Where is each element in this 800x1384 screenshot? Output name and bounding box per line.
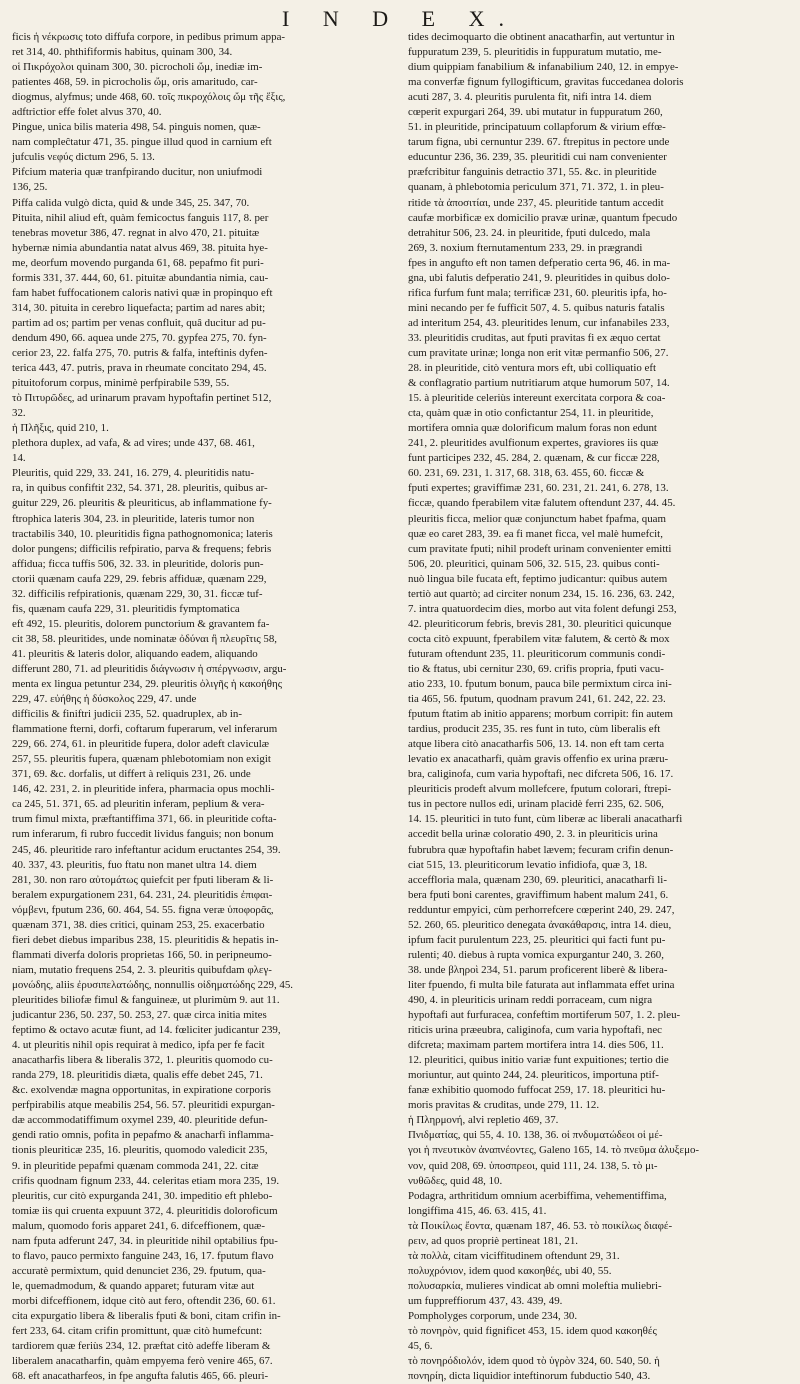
- index-line: νον, quid 208, 69. ὑποσπρεοι, quid 111, 24. 138, 5. τὸ μι-: [408, 1159, 658, 1172]
- index-line: tarum figna, ubi cernuntur 239. 67. ftrepitus in pectore unde: [408, 136, 670, 149]
- index-line: τὸ Πιτυρῶδες, ad urinarum pravam hypoftafin pertinet 512,: [12, 392, 272, 405]
- index-line: τὰ Ποικίλως ἔοντα, quænam 187, 46. 53. τὸ ποικίλως διαφέ-: [408, 1219, 673, 1232]
- index-line: dolor pungens; difficilis refpiratio, parva & frequens; febris: [12, 542, 272, 555]
- index-line: me, deorfum movendo purganda 61, 68. pepafmo fit puri-: [12, 256, 264, 269]
- index-line: ra, in quibus confiftit 232, 54. 371, 28. pleuritis, quibus ar-: [12, 482, 268, 495]
- index-line: πολυχρόνιον, idem quod κακοηθές, ubi 40, 55.: [408, 1264, 612, 1277]
- index-line: tertiò aut quartò; ad circiter nonum 234, 15. 16. 236, 63. 242,: [408, 587, 675, 600]
- index-line: ca 245, 51. 371, 65. ad pleuritin inferam, peplium & vera-: [12, 798, 265, 811]
- index-line: fieri debet diebus imparibus 238, 15. pleuritidis & hepatis in-: [12, 933, 279, 946]
- index-line: funt participes 232, 45. 284, 2. quænam, & cur ficcæ 228,: [408, 452, 660, 465]
- index-line: tractabilis 340, 10. pleuritidis figna pathognomonica; lateris: [12, 527, 273, 540]
- index-line: tionis pleuriticæ 235, 16. pleuritis, quomodo valedicit 235,: [12, 1144, 268, 1157]
- index-line: caufæ morbificæ ex domicilio pravæ urinæ, quantum fpecudo: [408, 211, 678, 224]
- index-line: pleuritides biliofæ fimul & fanguineæ, ut plurimùm 9. aut 11.: [12, 994, 280, 1006]
- index-line: beralem expurgationem 231, 64. 231, 24. pleuritidis ἐπιφαι-: [12, 888, 273, 901]
- index-line: bra, caliginofa, cum varia hypoftafi, nec difcreta 506, 16. 17.: [408, 768, 674, 781]
- index-line: perfpirabilis atque meabilis 254, 56. 57. pleuritidi expurgan-: [12, 1099, 275, 1112]
- index-line: 38. unde βληροὶ 234, 51. parum proficerent liberè & libera-: [408, 963, 668, 976]
- index-line: terica 443, 47. putris, prava in rheumate concitato 294, 45.: [12, 362, 267, 375]
- index-line: ipfum facit purulentum 223, 25. pleuritici qui facti funt pu-: [408, 933, 666, 946]
- index-line: difficilis & finiftri judicii 235, 52. quadruplex, ab in-: [12, 708, 242, 721]
- index-line: formis 331, 37. 444, 60, 61. pituitæ abundantia nimia, cau-: [12, 271, 269, 284]
- index-line: riticis urina præeubra, caliginofa, cum varia hypoftafi, nec: [408, 1024, 663, 1037]
- index-line: rifica furfum funt mala; terrificæ 231, 60. pleuritis ipfa, ho-: [408, 286, 667, 299]
- index-line: ρειν, ad quos propriè pertineat 181, 21.: [408, 1234, 578, 1247]
- index-line: 241, 2. pleuritides avulfionum expertes, graviores iis quæ: [408, 437, 659, 450]
- index-line: ctorii quænam caufa 229, 29. febris affiduæ, quænam 229,: [12, 572, 267, 585]
- index-line: eft 492, 15. pleuritis, dolorem punctorium & gravantem fa-: [12, 617, 270, 630]
- index-line: 45, 6.: [408, 1340, 433, 1353]
- index-line: præfcribitur fanguinis detractio 371, 55. &c. in pleuritide: [408, 166, 657, 179]
- index-line: 15. à pleuritide celeriùs intereunt exercitata corpora & coa-: [408, 392, 666, 405]
- index-line: randa 279, 18. pleuritidis diæta, qualis effe debet 245, 71.: [12, 1069, 263, 1082]
- index-line: hypoftafi aut furfuracea, confeftim mortiferum 507, 1. 2. pleu-: [408, 1009, 681, 1022]
- index-line: 52. 260, 65. pleuritico denegata ἀνακάθαρσις, intra 14. dieu,: [408, 918, 672, 931]
- index-line: 490, 4. in pleuriticis urinam reddi porraceam, cum nigra: [408, 994, 653, 1006]
- index-line: γοι ἡ πνευτικὸν ἀναπνέοντες, Galeno 165, 14. τὸ πνεῦμα ἀλυξεμο-: [408, 1144, 700, 1157]
- index-line: gendi ratio omnis, pofita in pepafmo & anacharfi inflamma-: [12, 1129, 274, 1142]
- index-line: ret 314, 40. phthififormis habitus, quinam 300, 34.: [12, 46, 233, 59]
- index-line: pleuritis ficca, melior quæ conjunctum habet fpafma, quam: [408, 512, 666, 525]
- index-line: 229, 66. 274, 61. in pleuritide fupera, dolor adeft claviculæ: [12, 738, 270, 751]
- index-line: 28. in pleuritide, citò ventura mors eft, ubi colliquatio eft: [408, 362, 657, 375]
- index-line: fert 233, 64. citam crifin promittunt, quæ citò humefcunt:: [12, 1325, 263, 1338]
- index-line: gna, ubi falutis defperatio 241, 9. pleuritides in quibus dolo-: [408, 271, 670, 284]
- index-line: 14. 15. pleuritici in tuto funt, cùm liberæ ac liberali anacatharfi: [408, 813, 683, 826]
- index-line: nam fputa adferunt 247, 34. in pleuritide nihil optabilius fpu-: [12, 1234, 278, 1247]
- index-line: tardiorem quæ feriùs 234, 12. præftat citò adeffe liberam &: [12, 1340, 271, 1353]
- index-line: plethora duplex, ad vafa, & ad vires; unde 437, 68. 461,: [12, 437, 255, 450]
- index-line: &c. exolvendæ magna opportunitas, in expiratione corporis: [12, 1084, 271, 1097]
- index-line: 314, 30. pituita in cerebro liquefacta; partim ad nares abit;: [12, 301, 266, 314]
- index-line: fis, quænam caufa 229, 31. pleuritidis fymptomatica: [12, 602, 240, 615]
- index-line: 229, 47. εὐήθης ἡ δύσκολος 229, 47. unde: [12, 693, 197, 706]
- index-line: levatio ex anacatharfi, quàm gravis offenfio ex urina præru-: [408, 753, 669, 766]
- index-line: anacatharfis libera & liberalis 372, 1. pleuritis quomodo cu-: [12, 1054, 273, 1067]
- index-line: cta, quàm quæ in otio confictantur 254, 11. in pleuritide,: [408, 407, 654, 420]
- index-line: Πνιδματίας, qui 55, 4. 10. 138, 36. οἱ πνδυματώδεοι οἱ μέ-: [408, 1129, 663, 1142]
- index-line: partim ad os; partim per venas confluit, quâ ducitur ad pu-: [12, 316, 266, 329]
- index-line: malum, quomodo foris apparet 241, 6. difceffionem, quæ-: [12, 1219, 265, 1232]
- index-line: liter fpuendo, fi multa bile faturata aut inflammata effet urina: [408, 978, 675, 991]
- index-line: μονώδης, aliis ἐρυσιπελατώδης, nonnullis οἰδηματώδης 229, 45.: [12, 978, 294, 991]
- index-line: 42. pleuriticorum febris, brevis 281, 30. pleuritici quicunque: [408, 617, 672, 630]
- index-line: quanam, à phlebotomia periculum 371, 71. 372, 1. in pleu-: [408, 181, 664, 194]
- index-line: τὸ πονηρὸν, quid fignificet 453, 15. idem quod κακοηθές: [408, 1325, 657, 1338]
- index-line: affidua; ficca tuffis 506, 32. 33. in pleuritide, doloris pun-: [12, 557, 264, 570]
- index-line: hybernæ nimia abundantia natat alvus 469, 38. pituita hye-: [12, 241, 268, 254]
- index-line: dium quippiam fanabilium & infanabilium 240, 12. in empye-: [408, 61, 679, 74]
- index-line: 68. eft anacatharfeos, in fpe angufta falutis 465, 66. pleuri-: [12, 1370, 269, 1383]
- index-line: accuratè permixtum, quid denunciet 236, 29. fputum, qua-: [12, 1264, 266, 1277]
- index-line: cocta citò expuunt, fperabilem vitæ falutem, & certò & mox: [408, 632, 670, 645]
- index-line: morbi difceffionem, idque citò aut fero, oftendit 236, 60. 61.: [12, 1294, 276, 1307]
- index-line: ftrophica lateris 304, 23. in pleuritide, lateris tumor non: [12, 512, 255, 525]
- index-line: ritide τὰ ἀποσιτίαι, unde 237, 45. pleuritide tantum accedit: [408, 196, 664, 209]
- index-line: tio & ftatus, ubi cernitur 230, 69. crifis propria, fputi vacu-: [408, 662, 664, 675]
- left-column: [12, 30, 392, 1384]
- index-line: tardius, producit 235, 35. res funt in tuto, cùm liberalis eft: [408, 723, 661, 736]
- index-line: 4. ut pleuritis nihil opis requirat à medico, ipfa per fe facit: [12, 1039, 265, 1052]
- index-line: mortifera omnia quæ dolorificum malum foras non edunt: [408, 422, 657, 435]
- index-line: quænam 371, 38. dies critici, quinam 253, 25. exacerbatio: [12, 918, 265, 931]
- index-line: jufculis νεφύς dictum 296, 5. 13.: [12, 151, 155, 164]
- index-line: atio 233, 10. fputum bonum, pauca bile permixtum circa ini-: [408, 678, 672, 691]
- index-line: longiffima 415, 46. 63. 415, 41.: [408, 1204, 547, 1217]
- index-line: fanæ exhibitio quomodo fuffocat 259, 17. 18. pleuritici hu-: [408, 1084, 666, 1097]
- index-line: cita expurgatio libera & liberalis fputi & boni, citam crifin in-: [12, 1309, 281, 1322]
- index-line: um fuppreffiorum 437, 43. 439, 49.: [408, 1294, 563, 1307]
- right-column: [408, 30, 788, 1384]
- index-line: 136, 25.: [12, 181, 48, 194]
- index-line: ciat 515, 13. pleuriticorum levatio infidiofa, quæ 3, 18.: [408, 858, 648, 871]
- index-line: fam habet fuffocationem caloris nativi quæ in propinquo eft: [12, 286, 273, 299]
- index-line: πολυσαρκία, mulieres vindicat ab omni moleftia muliebri-: [408, 1279, 662, 1292]
- index-line: judicantur 236, 50. 237, 50. 253, 27. quæ circa initia mites: [12, 1009, 267, 1022]
- index-line: differunt 280, 71. ad pleuritidis διάγνωσιν ἡ σπέργνωσιν, argu-: [12, 662, 287, 675]
- index-line: fputum ftatim ab initio apparens; morbum corripit: fin autem: [408, 708, 673, 721]
- index-line: menta ex lingua petuntur 234, 29. pleuritis ὀλιγῆς ἡ κακοήθης: [12, 678, 283, 691]
- index-line: ἡ Πληρμονή, alvi repletio 469, 37.: [408, 1114, 559, 1127]
- index-line: & conflagratio partium nutritiarum atque humorum 507, 14.: [408, 377, 670, 390]
- index-line: dendum 490, 66. aquea unde 275, 70. gypfea 275, 70. fyn-: [12, 331, 267, 344]
- index-line: dæ accommodatiffimum oxymel 239, 40. pleuritide defun-: [12, 1114, 268, 1127]
- index-line: cum pravitate fputi; nihil prodeft urinam convenienter emitti: [408, 542, 672, 555]
- index-line: ficis ἡ νέκρωσις toto diffufa corpore, in pedibus primum appa-: [12, 31, 286, 43]
- index-line: 32.: [12, 407, 26, 420]
- index-line: to flavo, pauco permixto fanguine 243, 16, 17. fputum flavo: [12, 1249, 274, 1262]
- index-line: accedit bella urinæ coloratio 490, 2. 3. in pleuriticis urina: [408, 828, 658, 841]
- index-line: 146, 42. 231, 2. in pleuritide infera, pharmacia opus mochli-: [12, 783, 275, 796]
- index-line: tus in pectore nullos edi, urinam placidè ferri 235, 62. 506,: [408, 798, 664, 811]
- index-line: mini necando per fe fufficit 507, 4. 5. quibus naturis fatalis: [408, 301, 665, 314]
- index-line: Podagra, arthritidum omnium acerbiffima, vehementiffima,: [408, 1189, 667, 1202]
- index-line: νυθῶδες, quid 48, 10.: [408, 1174, 503, 1187]
- index-line: 245, 46. pleuritide raro infeftantur acidum eructantes 254, 39.: [12, 843, 281, 856]
- index-line: 41. pleuritis & lateris dolor, aliquando eadem, aliquando: [12, 647, 258, 660]
- index-line: pleuriticis prodeft alvum mollefcere, fputum colorari, ftrepi-: [408, 783, 672, 796]
- index-line: cum pravitate urinæ; longa non erit vitæ permanfio 506, 27.: [408, 346, 669, 359]
- index-line: 9. in pleuritide pepafmi quænam commoda 241, 22. citæ: [12, 1159, 259, 1172]
- index-line: 60. 231, 69. 231, 1. 317, 68. 318, 63. 455, 60. ficcæ &: [408, 467, 645, 480]
- index-line: Pituita, nihil aliud eft, quàm femicoctus fanguis 117, 8. per: [12, 211, 269, 224]
- index-line: 33. pleuritidis cruditas, aut fputi pravitas fi ex æquo certat: [408, 331, 661, 344]
- index-line: 32. difficilis refpirationis, quænam 229, 30, 31. ficcæ tuf-: [12, 587, 263, 600]
- index-line: ma converfæ fignum fyllogifticum, gravitas fuccedanea doloris: [408, 76, 684, 89]
- index-line: νόμβενι, fputum 236, 60. 464, 54. 55. figna veræ ὑποφορᾶς,: [12, 903, 274, 916]
- index-line: educuntur 236, 36. 239, 35. pleuritidi cui nam convenienter: [408, 151, 667, 164]
- index-line: feptimo & octavo acutæ fiunt, ad 14. fœliciter judicantur 239,: [12, 1024, 281, 1037]
- index-line: trum fimul mixta, præftantiffima 371, 66. in pleuritide cofta-: [12, 813, 277, 826]
- index-line: bera fputi boni carentes, graviffimum habent malum 241, 6.: [408, 888, 669, 901]
- index-line: tia 465, 56. fputum, quodnam pravum 241, 61. 242, 22. 23.: [408, 693, 666, 706]
- index-line: rum inferarum, fi rubro fuccedit lividus fanguis; non bonum: [12, 828, 274, 841]
- page-header: I N D E X.: [282, 6, 518, 31]
- index-line: τὰ πολλὰ, citam viciffitudinem oftendunt 29, 31.: [408, 1249, 620, 1262]
- index-line: πονηρίη, dicta liquidior inteftinorum fubductio 540, 43.: [408, 1370, 651, 1383]
- index-line: Pompholyges corporum, unde 234, 30.: [408, 1309, 578, 1322]
- index-line: detrahitur 506, 23. 24. in pleuritide, fputi dulcedo, mala: [408, 226, 651, 239]
- index-line: le, quemadmodum, & quando apparet; futuram vitæ aut: [12, 1279, 255, 1292]
- index-line: ad interitum 254, 43. pleuritides lenum, cur infanabiles 233,: [408, 316, 670, 329]
- index-line: οἱ Πικρόχολοι quinam 300, 30. picrocholi ὤμ, inediæ im-: [12, 61, 263, 74]
- index-line: niam, mutatio frequens 254, 2. 3. pleuritis quibufdam φλεγ-: [12, 963, 272, 976]
- index-line: redduntur empyici, cùm perhorrefcere cœperint 240, 29. 247,: [408, 903, 675, 916]
- index-line: 40. 337, 43. pleuritis, fuo ftatu non manet ultra 14. diem: [12, 858, 257, 871]
- index-line: patientes 468, 59. in picrocholis ὤμ, oris amaritudo, car-: [12, 76, 258, 89]
- index-line: nam compleĉtatur 471, 35. pingue illud quod in carnium eft: [12, 136, 272, 149]
- index-line: fuppuratum 239, 5. pleuritidis in fuppuratum mutatio, me-: [408, 46, 662, 59]
- index-line: 7. intra quatuordecim dies, morbo aut vita folent defungi 253,: [408, 602, 677, 615]
- index-line: liberalem anacatharfin, quàm empyema ferò venire 465, 67.: [12, 1355, 273, 1368]
- index-line: Piffa calida vulgò dicta, quid & unde 345, 25. 347, 70.: [12, 196, 250, 209]
- index-line: futuram oftendunt 235, 11. pleuriticorum communis condi-: [408, 647, 666, 660]
- index-line: flammatione fterni, dorfi, coftarum fuperarum, vel inferarum: [12, 723, 278, 736]
- index-line: Pleuritis, quid 229, 33. 241, 16. 279, 4. pleuritidis natu-: [12, 467, 255, 480]
- index-line: Pifcium materia quæ tranfpirando ducitur, non uniufmodi: [12, 166, 263, 179]
- index-line: adftrictior effe folet alvus 370, 40.: [12, 106, 162, 119]
- index-line: τὸ πονηρόδιολόν, idem quod τὸ ὑγρὸν 324, 60. 540, 50. ἡ: [408, 1355, 660, 1368]
- index-line: 281, 30. non raro αὐτομάτως quiefcit per fputi liberam & li-: [12, 873, 274, 886]
- index-line: flammati diverfa doloris proprietas 166, 50. in peripneumo-: [12, 948, 272, 961]
- index-line: ficcæ, quando fperabilem vitæ falutem oftendunt 237, 44. 45.: [408, 497, 676, 510]
- index-line: nuò lingua bile fucata eft, feptimo judicantur: quibus autem: [408, 572, 668, 585]
- index-line: difcreta; maximam partem mortifera intra 14. dies 506, 11.: [408, 1039, 664, 1052]
- index-line: fputi expertes; graviffimæ 231, 60. 231, 21. 241, 6. 278, 13.: [408, 482, 669, 495]
- index-line: rulenti; 40. diebus à rupta vomica expurgantur 240, 3. 260,: [408, 948, 664, 961]
- index-line: fubrubra quæ hypoftafin habet lævem; fecuram crifin denun-: [408, 843, 674, 856]
- index-line: tides decimoquarto die obtinent anacatharfin, aut vertuntur in: [408, 31, 675, 43]
- index-line: atque libera citò anacatharfis 506, 13. 14. non eft tam certa: [408, 738, 665, 751]
- index-line: cœperit expurgari 264, 39. ubi mutatur in fuppuratum 260,: [408, 106, 663, 119]
- index-line: pituitoforum corpus, minimè perfpirabile 539, 55.: [12, 377, 230, 390]
- index-line: cit 38, 58. pleuritides, unde nominatæ ὀδύναι ἢ πλευρῖτις 58,: [12, 632, 278, 645]
- index-line: acuti 287, 3. 4. pleuritis purulenta fit, nifi intra 14. diem: [408, 91, 652, 104]
- index-line: quæ eo caret 283, 39. ea fi manet ficca, vel malè humefcit,: [408, 527, 663, 540]
- index-line: tenebras movetur 386, 47. regnat in alvo 470, 21. pituitæ: [12, 226, 260, 239]
- index-line: acceffloria mala, quænam 230, 69. pleuritici, anacatharfi li-: [408, 873, 667, 886]
- index-line: moriuntur, aut quinto 244, 24. pleuriticos, importuna ptif-: [408, 1069, 659, 1082]
- index-line: 257, 55. pleuritis fupera, quænam phlebotomiam non exigit: [12, 753, 271, 766]
- index-line: 269, 3. noxium fternutamentum 233, 29. in prægrandi: [408, 241, 643, 254]
- index-line: fpes in angufto eft non tamen defperatio certa 96, 46. in ma-: [408, 256, 671, 269]
- index-line: pleuritis, cur citò expurganda 241, 30. impeditio eft phlebo-: [12, 1189, 273, 1202]
- index-line: guitur 229, 26. pleuritis & pleuriticus, ab inflammatione fy-: [12, 497, 272, 510]
- index-line: crifis quodnam fignum 233, 44. celeritas etiam mora 235, 19.: [12, 1174, 280, 1187]
- index-line: 371, 69. &c. dorfalis, ut differt à reliquis 231, 26. unde: [12, 768, 251, 781]
- index-line: ἡ Πλῆξις, quid 210, 1.: [12, 422, 109, 435]
- index-line: tomiæ iis qui cruenta expuunt 372, 4. pleuritidis doloroficum: [12, 1204, 278, 1217]
- index-line: cerior 23, 22. falfa 275, 70. putris & falfa, inteftinis dyfen-: [12, 346, 268, 359]
- index-line: 506, 20. pleuritici, quinam 506, 32. 515, 23. quibus conti-: [408, 557, 660, 570]
- index-line: 12. pleuritici, quibus initio variæ funt expuitiones; tertio die: [408, 1054, 669, 1067]
- index-line: diogmus, alyfmus; unde 468, 60. τοῖς πικροχόλοις ὤμ τῆς ἕξις,: [12, 91, 286, 104]
- index-line: 51. in pleuritide, principatuum collapforum & virium effœ-: [408, 121, 666, 134]
- index-line: moris pravitas & cruditas, unde 279, 11. 12.: [408, 1099, 600, 1112]
- index-line: Pingue, unica bilis materia 498, 54. pinguis nomen, quæ-: [12, 121, 261, 134]
- index-line: 14.: [12, 452, 26, 465]
